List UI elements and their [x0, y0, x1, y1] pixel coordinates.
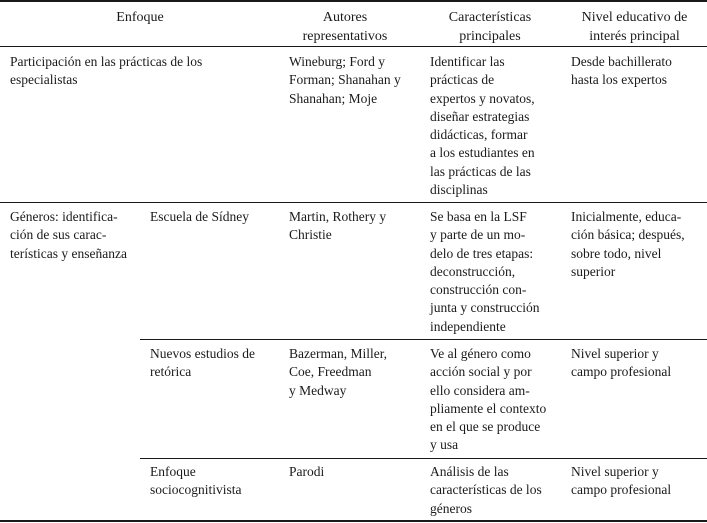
- header-approach: Enfoque: [116, 10, 164, 25]
- row1-features: Identificar las prácticas de expertos y novatos, diseñar estrategias didácticas, formar a los estudiantes en las prácticas de las disciplinas: [430, 54, 535, 198]
- row3-features: Ve al género como acción social y por ello considera am- pliamente el contexto en el que se produce y usa: [430, 346, 547, 453]
- row-rule-3: [140, 458, 707, 459]
- row4-level: Nivel superior y campo profesional: [571, 464, 672, 498]
- row4-subapproach: Enfoque sociocognitivista: [150, 464, 242, 498]
- header-features: Características principales: [448, 10, 532, 44]
- row4-features: Análisis de las características de los géneros: [430, 464, 542, 516]
- row1-authors: Wineburg; Ford y Forman; Shanahan y Shanahan; Moje: [289, 54, 401, 106]
- row3-level: Nivel superior y campo profesional: [571, 346, 672, 380]
- header-authors: Autores representativos: [302, 10, 388, 44]
- row2-level: Inicialmente, educa- ción básica; después, sobre todo, nivel superior: [571, 209, 685, 279]
- row4-authors: Parodi: [289, 464, 325, 479]
- row2-features: Se basa en la LSF y parte de un mo- delo de tres etapas: deconstrucción, construcción con- junta y construcción independiente: [430, 209, 540, 334]
- bottom-rule: [0, 520, 707, 522]
- row-rule-2: [140, 339, 707, 340]
- header-level: Nivel educativo de interés principal: [581, 10, 688, 44]
- header-rule: [0, 46, 707, 47]
- row2-approach: Géneros: identifica- ción de sus carac- terísticas y enseñanza: [10, 209, 127, 261]
- row2-subapproach: Escuela de Sídney: [150, 209, 249, 224]
- row1-level: Desde bachillerato hasta los expertos: [571, 54, 672, 88]
- row3-authors: Bazerman, Miller, Coe, Freedman y Medway: [289, 346, 388, 398]
- row2-authors: Martin, Rothery y Christie: [289, 209, 387, 243]
- top-rule: [0, 0, 707, 2]
- row3-subapproach: Nuevos estudios de retórica: [150, 346, 255, 380]
- row1-approach: Participación en las prácticas de los especialistas: [10, 54, 203, 88]
- row-rule-1: [0, 202, 707, 203]
